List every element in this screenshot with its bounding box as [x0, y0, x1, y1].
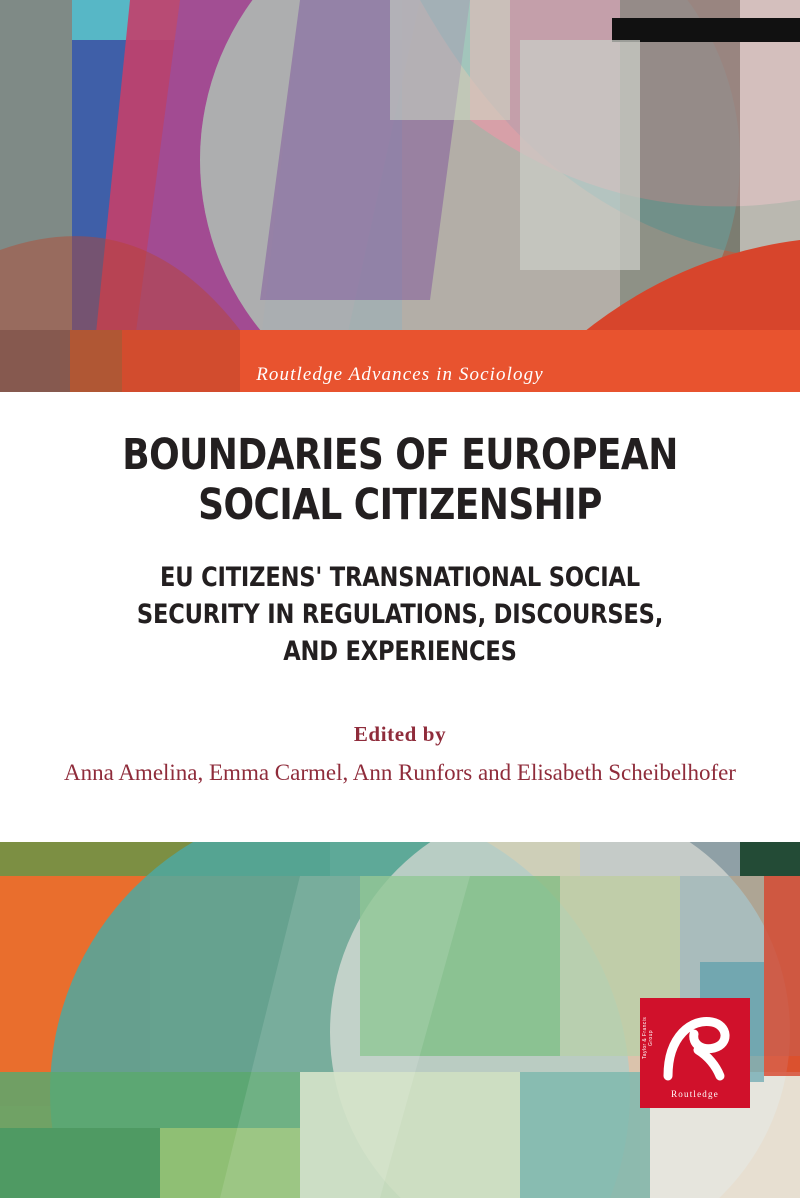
editors-list: Anna Amelina, Emma Carmel, Ann Runfors and Elisabeth Scheibelhofer — [64, 760, 736, 785]
artwork-top-svg — [0, 0, 800, 392]
book-title: BOUNDARIES OF EUROPEAN SOCIAL CITIZENSHIP — [122, 430, 678, 531]
edited-by-label: Edited by — [353, 722, 447, 746]
publisher-logo — [640, 998, 750, 1108]
book-subtitle: EU CITIZENS' TRANSNATIONAL SOCIAL SECURITY IN REGULATIONS, DISCOURSES, AND EXPERIENCES — [136, 562, 664, 667]
publisher-tagline: Taylor & Francis Group — [642, 1016, 654, 1060]
cover-artwork-top — [0, 0, 800, 392]
routledge-swirl-icon — [658, 1010, 732, 1082]
series-label: Routledge Advances in Sociology — [256, 364, 544, 385]
publisher-name: Routledge — [671, 1089, 719, 1099]
